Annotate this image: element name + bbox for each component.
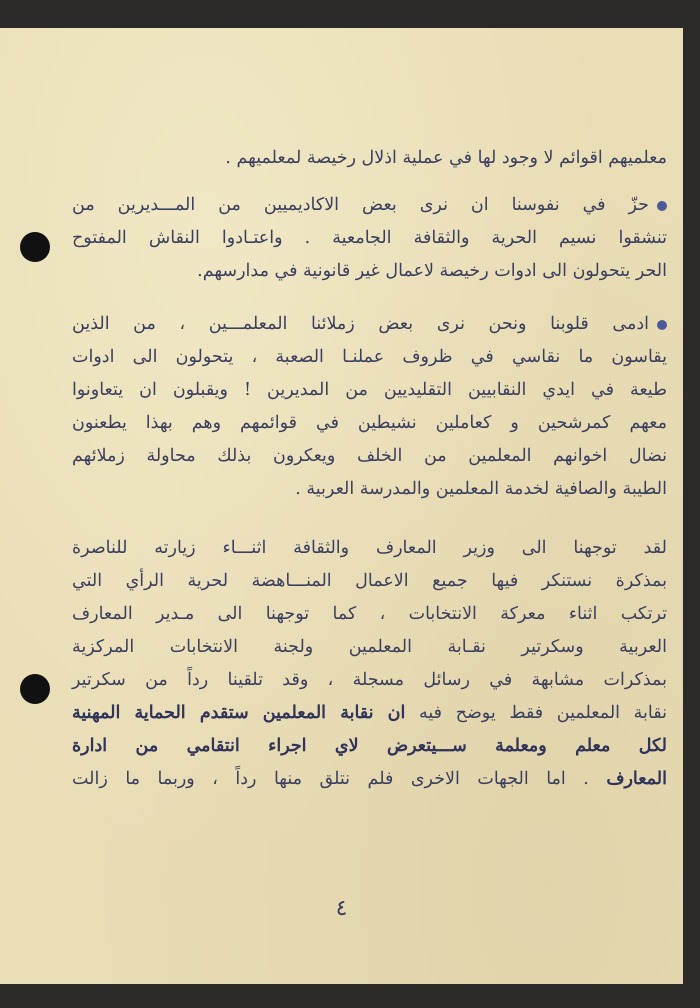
page-number: ٤	[335, 896, 348, 921]
text-segment: معلميهم اقوائم لا وجود لها في عملية اذلال رخيصة لمعلميهم .	[225, 148, 667, 168]
bold-text-segment: لكل معلم ومعلمة ســـيتعرض لاي اجراء انتقامي من ادارة	[72, 736, 667, 756]
text-segment: نقابة المعلمين فقط يوضح فيه	[405, 703, 667, 723]
text-segment: ترتكب اثناء معركة الانتخابات ، كما توجهنا الى مـدير المعارف	[72, 604, 667, 624]
text-line	[72, 308, 667, 341]
text-segment: بمذكرات مشابهة في رسائل مسجلة ، وقد تلقينا رداً من سكرتير	[72, 670, 667, 690]
text-line	[72, 473, 667, 506]
binding-hole	[20, 674, 50, 704]
text-segment: نضال اخوانهم المعلمين من الخلف ويعكرون بذلك محاولة زملائهم	[72, 446, 667, 466]
text-segment: العربية وسكرتير نقـابة المعلمين ولجنة الانتخابات المركزية	[72, 637, 667, 657]
text-line	[72, 664, 667, 697]
text-line	[72, 341, 667, 374]
text-segment: طيعة في ايدي النقابيين التقليديين من المديرين ! ويقبلون ان يتعاونوا	[72, 380, 667, 400]
text-segment: تنشقوا نسيم الحرية والثقافة الجامعية . واعتـادوا النقاش المفتوح	[72, 228, 667, 248]
text-line	[72, 763, 667, 796]
paragraph	[72, 142, 667, 175]
text-line	[72, 697, 667, 730]
body-text	[72, 142, 667, 796]
bold-text-segment: المعارف	[606, 769, 667, 789]
text-line	[72, 222, 667, 255]
text-line	[72, 440, 667, 473]
bullet-icon	[657, 320, 667, 330]
text-segment: معهم كمرشحين و كعاملين نشيطين في قوائمهم وهم بهذا يطعنون	[72, 413, 667, 433]
text-line	[72, 730, 667, 763]
text-segment: . اما الجهات الاخرى فلم نتلق منها رداً ، وربما ما زالت	[72, 769, 607, 789]
text-line	[72, 631, 667, 664]
text-segment: ادمى قلوبنا ونحن نرى بعض زملائنا المعلمـــين ، من الذين	[72, 314, 649, 334]
text-segment: الحر يتحولون الى ادوات رخيصة لاعمال غير قانونية في مدارسهم.	[197, 261, 667, 281]
paragraph	[72, 308, 667, 506]
document-page	[0, 28, 683, 984]
paragraph	[72, 189, 667, 288]
bullet-icon	[657, 201, 667, 211]
text-line	[72, 189, 667, 222]
text-line	[72, 142, 667, 175]
text-line	[72, 374, 667, 407]
paragraph	[72, 532, 667, 796]
text-segment: لقد توجهنا الى وزير المعارف والثقافة اثنـــاء زيارته للناصرة	[72, 538, 667, 558]
bold-text-segment: ان نقابة المعلمين ستقدم الحماية المهنية	[72, 703, 406, 723]
text-segment: بمذكرة نستنكر فيها جميع الاعمال المنـــاهضة لحرية الرأي التي	[72, 571, 667, 591]
text-line	[72, 565, 667, 598]
text-segment: الطيبة والصافية لخدمة المعلمين والمدرسة العربية .	[295, 479, 667, 499]
text-segment: يقاسون ما نقاسي في ظروف عملنـا الصعبة ، يتحولون الى ادوات	[72, 347, 667, 367]
text-line	[72, 532, 667, 565]
text-line	[72, 407, 667, 440]
text-segment: حزّ في نفوسنا ان نرى بعض الاكاديميين من المـــديرين من	[72, 195, 649, 215]
text-line	[72, 598, 667, 631]
binding-hole	[20, 232, 50, 262]
text-line	[72, 255, 667, 288]
